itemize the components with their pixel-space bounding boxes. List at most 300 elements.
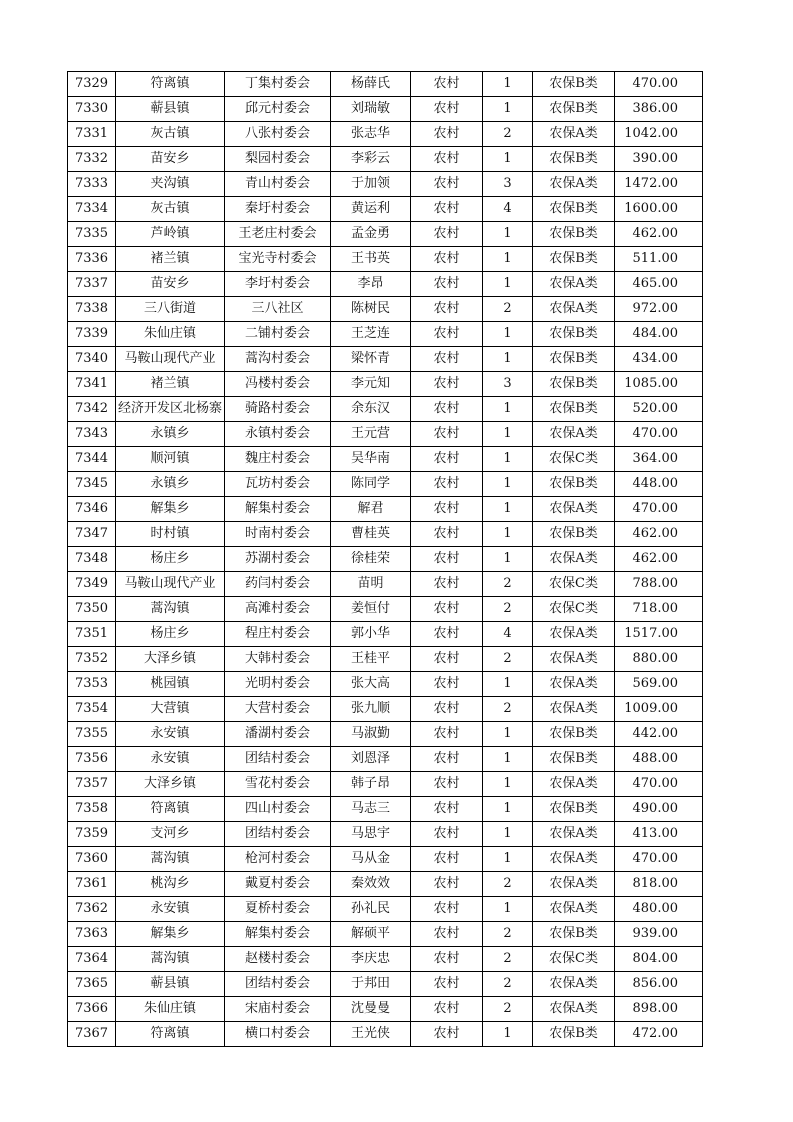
- amount-cell: 1517.00: [615, 622, 703, 647]
- row-number-cell: 7363: [68, 922, 116, 947]
- household-count-cell: 1: [483, 147, 533, 172]
- table-body: [68, 72, 703, 1047]
- household-count-cell: 1: [483, 672, 533, 697]
- household-count-cell: 1: [483, 522, 533, 547]
- insurance-category-cell: 农保A类: [533, 872, 615, 897]
- person-name-cell: 秦效效: [331, 872, 411, 897]
- row-number-cell: 7365: [68, 972, 116, 997]
- village-committee-cell: 宝光寺村委会: [225, 247, 331, 272]
- area-type-cell: 农村: [411, 822, 483, 847]
- person-name-cell: 马志三: [331, 797, 411, 822]
- village-committee-cell: 青山村委会: [225, 172, 331, 197]
- row-number-cell: 7333: [68, 172, 116, 197]
- township-cell: 蕲县镇: [116, 972, 225, 997]
- person-name-cell: 杨薛氏: [331, 72, 411, 97]
- village-committee-cell: 大营村委会: [225, 697, 331, 722]
- area-type-cell: 农村: [411, 372, 483, 397]
- township-cell: 蒿沟镇: [116, 947, 225, 972]
- village-committee-cell: 横口村委会: [225, 1022, 331, 1047]
- household-count-cell: 2: [483, 872, 533, 897]
- household-count-cell: 1: [483, 772, 533, 797]
- table-row: [68, 722, 703, 747]
- township-cell: 灰古镇: [116, 197, 225, 222]
- area-type-cell: 农村: [411, 97, 483, 122]
- township-cell: 朱仙庄镇: [116, 322, 225, 347]
- person-name-cell: 李元知: [331, 372, 411, 397]
- household-count-cell: 1: [483, 897, 533, 922]
- table-row: [68, 322, 703, 347]
- insurance-category-cell: 农保A类: [533, 547, 615, 572]
- village-committee-cell: 赵楼村委会: [225, 947, 331, 972]
- township-cell: 解集乡: [116, 497, 225, 522]
- row-number-cell: 7351: [68, 622, 116, 647]
- amount-cell: 470.00: [615, 422, 703, 447]
- table-row: [68, 547, 703, 572]
- amount-cell: 472.00: [615, 1022, 703, 1047]
- township-cell: 芦岭镇: [116, 222, 225, 247]
- row-number-cell: 7344: [68, 447, 116, 472]
- row-number-cell: 7356: [68, 747, 116, 772]
- person-name-cell: 陈同学: [331, 472, 411, 497]
- area-type-cell: 农村: [411, 922, 483, 947]
- row-number-cell: 7341: [68, 372, 116, 397]
- amount-cell: 484.00: [615, 322, 703, 347]
- household-count-cell: 2: [483, 297, 533, 322]
- row-number-cell: 7347: [68, 522, 116, 547]
- table-row: [68, 422, 703, 447]
- person-name-cell: 李昂: [331, 272, 411, 297]
- insurance-category-cell: 农保A类: [533, 772, 615, 797]
- village-committee-cell: 高滩村委会: [225, 597, 331, 622]
- amount-cell: 1600.00: [615, 197, 703, 222]
- insurance-category-cell: 农保A类: [533, 897, 615, 922]
- township-cell: 时村镇: [116, 522, 225, 547]
- person-name-cell: 马从金: [331, 847, 411, 872]
- township-cell: 顺河镇: [116, 447, 225, 472]
- person-name-cell: 解硕平: [331, 922, 411, 947]
- insurance-category-cell: 农保B类: [533, 797, 615, 822]
- row-number-cell: 7342: [68, 397, 116, 422]
- person-name-cell: 于邦田: [331, 972, 411, 997]
- household-count-cell: 1: [483, 497, 533, 522]
- insurance-category-cell: 农保B类: [533, 922, 615, 947]
- township-cell: 大泽乡镇: [116, 772, 225, 797]
- insurance-category-cell: 农保B类: [533, 347, 615, 372]
- township-cell: 马鞍山现代产业: [116, 572, 225, 597]
- household-count-cell: 1: [483, 547, 533, 572]
- household-count-cell: 1: [483, 722, 533, 747]
- row-number-cell: 7352: [68, 647, 116, 672]
- village-committee-cell: 梨园村委会: [225, 147, 331, 172]
- insurance-category-cell: 农保A类: [533, 497, 615, 522]
- amount-cell: 490.00: [615, 797, 703, 822]
- household-count-cell: 1: [483, 447, 533, 472]
- amount-cell: 1472.00: [615, 172, 703, 197]
- amount-cell: 364.00: [615, 447, 703, 472]
- household-count-cell: 2: [483, 697, 533, 722]
- person-name-cell: 王光侠: [331, 1022, 411, 1047]
- area-type-cell: 农村: [411, 72, 483, 97]
- village-committee-cell: 枪河村委会: [225, 847, 331, 872]
- person-name-cell: 李彩云: [331, 147, 411, 172]
- insurance-category-cell: 农保A类: [533, 997, 615, 1022]
- village-committee-cell: 戴夏村委会: [225, 872, 331, 897]
- area-type-cell: 农村: [411, 897, 483, 922]
- table-row: [68, 497, 703, 522]
- township-cell: 三八街道: [116, 297, 225, 322]
- allowance-table: [67, 71, 703, 1047]
- area-type-cell: 农村: [411, 972, 483, 997]
- table-row: [68, 247, 703, 272]
- amount-cell: 1009.00: [615, 697, 703, 722]
- household-count-cell: 1: [483, 422, 533, 447]
- area-type-cell: 农村: [411, 147, 483, 172]
- area-type-cell: 农村: [411, 397, 483, 422]
- row-number-cell: 7348: [68, 547, 116, 572]
- person-name-cell: 韩子昂: [331, 772, 411, 797]
- insurance-category-cell: 农保A类: [533, 647, 615, 672]
- township-cell: 永镇乡: [116, 472, 225, 497]
- township-cell: 褚兰镇: [116, 247, 225, 272]
- township-cell: 支河乡: [116, 822, 225, 847]
- row-number-cell: 7354: [68, 697, 116, 722]
- person-name-cell: 马淑勤: [331, 722, 411, 747]
- area-type-cell: 农村: [411, 872, 483, 897]
- area-type-cell: 农村: [411, 447, 483, 472]
- township-cell: 桃园镇: [116, 672, 225, 697]
- township-cell: 苗安乡: [116, 147, 225, 172]
- insurance-category-cell: 农保C类: [533, 447, 615, 472]
- village-committee-cell: 雪花村委会: [225, 772, 331, 797]
- village-committee-cell: 药闫村委会: [225, 572, 331, 597]
- amount-cell: 898.00: [615, 997, 703, 1022]
- amount-cell: 470.00: [615, 497, 703, 522]
- household-count-cell: 1: [483, 847, 533, 872]
- table-row: [68, 447, 703, 472]
- township-cell: 大营镇: [116, 697, 225, 722]
- amount-cell: 465.00: [615, 272, 703, 297]
- person-name-cell: 张九顺: [331, 697, 411, 722]
- table-row: [68, 122, 703, 147]
- township-cell: 朱仙庄镇: [116, 997, 225, 1022]
- insurance-category-cell: 农保B类: [533, 722, 615, 747]
- area-type-cell: 农村: [411, 122, 483, 147]
- household-count-cell: 2: [483, 122, 533, 147]
- insurance-category-cell: 农保B类: [533, 247, 615, 272]
- township-cell: 符离镇: [116, 797, 225, 822]
- person-name-cell: 沈曼曼: [331, 997, 411, 1022]
- person-name-cell: 王芝连: [331, 322, 411, 347]
- township-cell: 褚兰镇: [116, 372, 225, 397]
- person-name-cell: 刘瑞敏: [331, 97, 411, 122]
- village-committee-cell: 八张村委会: [225, 122, 331, 147]
- row-number-cell: 7331: [68, 122, 116, 147]
- township-cell: 解集乡: [116, 922, 225, 947]
- township-cell: 杨庄乡: [116, 547, 225, 572]
- village-committee-cell: 永镇村委会: [225, 422, 331, 447]
- insurance-category-cell: 农保B类: [533, 147, 615, 172]
- village-committee-cell: 蒿沟村委会: [225, 347, 331, 372]
- insurance-category-cell: 农保C类: [533, 947, 615, 972]
- village-committee-cell: 骑路村委会: [225, 397, 331, 422]
- township-cell: 永安镇: [116, 747, 225, 772]
- amount-cell: 488.00: [615, 747, 703, 772]
- village-committee-cell: 解集村委会: [225, 497, 331, 522]
- amount-cell: 718.00: [615, 597, 703, 622]
- table-row: [68, 522, 703, 547]
- table-row: [68, 772, 703, 797]
- row-number-cell: 7343: [68, 422, 116, 447]
- row-number-cell: 7340: [68, 347, 116, 372]
- person-name-cell: 徐桂荣: [331, 547, 411, 572]
- row-number-cell: 7345: [68, 472, 116, 497]
- area-type-cell: 农村: [411, 722, 483, 747]
- amount-cell: 442.00: [615, 722, 703, 747]
- row-number-cell: 7358: [68, 797, 116, 822]
- amount-cell: 434.00: [615, 347, 703, 372]
- township-cell: 永安镇: [116, 722, 225, 747]
- row-number-cell: 7361: [68, 872, 116, 897]
- amount-cell: 470.00: [615, 72, 703, 97]
- area-type-cell: 农村: [411, 997, 483, 1022]
- person-name-cell: 苗明: [331, 572, 411, 597]
- amount-cell: 462.00: [615, 522, 703, 547]
- person-name-cell: 马思宇: [331, 822, 411, 847]
- amount-cell: 939.00: [615, 922, 703, 947]
- township-cell: 永镇乡: [116, 422, 225, 447]
- table-row: [68, 847, 703, 872]
- table-row: [68, 147, 703, 172]
- village-committee-cell: 团结村委会: [225, 972, 331, 997]
- amount-cell: 470.00: [615, 847, 703, 872]
- area-type-cell: 农村: [411, 197, 483, 222]
- table-row: [68, 297, 703, 322]
- area-type-cell: 农村: [411, 647, 483, 672]
- village-committee-cell: 团结村委会: [225, 822, 331, 847]
- household-count-cell: 1: [483, 472, 533, 497]
- household-count-cell: 1: [483, 222, 533, 247]
- township-cell: 夹沟镇: [116, 172, 225, 197]
- area-type-cell: 农村: [411, 697, 483, 722]
- insurance-category-cell: 农保B类: [533, 397, 615, 422]
- insurance-category-cell: 农保B类: [533, 1022, 615, 1047]
- area-type-cell: 农村: [411, 247, 483, 272]
- area-type-cell: 农村: [411, 672, 483, 697]
- area-type-cell: 农村: [411, 347, 483, 372]
- village-committee-cell: 四山村委会: [225, 797, 331, 822]
- row-number-cell: 7337: [68, 272, 116, 297]
- village-committee-cell: 王老庄村委会: [225, 222, 331, 247]
- household-count-cell: 2: [483, 997, 533, 1022]
- person-name-cell: 李庆忠: [331, 947, 411, 972]
- household-count-cell: 3: [483, 372, 533, 397]
- amount-cell: 413.00: [615, 822, 703, 847]
- insurance-category-cell: 农保A类: [533, 272, 615, 297]
- township-cell: 蒿沟镇: [116, 847, 225, 872]
- person-name-cell: 王元营: [331, 422, 411, 447]
- amount-cell: 856.00: [615, 972, 703, 997]
- area-type-cell: 农村: [411, 297, 483, 322]
- village-committee-cell: 瓦坊村委会: [225, 472, 331, 497]
- township-cell: 苗安乡: [116, 272, 225, 297]
- row-number-cell: 7335: [68, 222, 116, 247]
- row-number-cell: 7336: [68, 247, 116, 272]
- household-count-cell: 3: [483, 172, 533, 197]
- insurance-category-cell: 农保A类: [533, 972, 615, 997]
- table-row: [68, 972, 703, 997]
- township-cell: 永安镇: [116, 897, 225, 922]
- table-row: [68, 397, 703, 422]
- row-number-cell: 7367: [68, 1022, 116, 1047]
- village-committee-cell: 苏湖村委会: [225, 547, 331, 572]
- area-type-cell: 农村: [411, 847, 483, 872]
- area-type-cell: 农村: [411, 1022, 483, 1047]
- township-cell: 马鞍山现代产业: [116, 347, 225, 372]
- table-row: [68, 697, 703, 722]
- table-row: [68, 597, 703, 622]
- table-row: [68, 347, 703, 372]
- person-name-cell: 陈树民: [331, 297, 411, 322]
- area-type-cell: 农村: [411, 597, 483, 622]
- person-name-cell: 吴华南: [331, 447, 411, 472]
- township-cell: 灰古镇: [116, 122, 225, 147]
- table-row: [68, 472, 703, 497]
- insurance-category-cell: 农保C类: [533, 572, 615, 597]
- person-name-cell: 梁怀青: [331, 347, 411, 372]
- table-row: [68, 97, 703, 122]
- row-number-cell: 7366: [68, 997, 116, 1022]
- table-row: [68, 822, 703, 847]
- insurance-category-cell: 农保B类: [533, 472, 615, 497]
- table-row: [68, 747, 703, 772]
- row-number-cell: 7355: [68, 722, 116, 747]
- person-name-cell: 孙礼民: [331, 897, 411, 922]
- table-row: [68, 572, 703, 597]
- person-name-cell: 解君: [331, 497, 411, 522]
- village-committee-cell: 三八社区: [225, 297, 331, 322]
- area-type-cell: 农村: [411, 772, 483, 797]
- row-number-cell: 7362: [68, 897, 116, 922]
- household-count-cell: 2: [483, 572, 533, 597]
- row-number-cell: 7364: [68, 947, 116, 972]
- household-count-cell: 1: [483, 72, 533, 97]
- table-row: [68, 222, 703, 247]
- household-count-cell: 1: [483, 97, 533, 122]
- amount-cell: 390.00: [615, 147, 703, 172]
- person-name-cell: 姜恒付: [331, 597, 411, 622]
- household-count-cell: 1: [483, 347, 533, 372]
- area-type-cell: 农村: [411, 797, 483, 822]
- person-name-cell: 张大高: [331, 672, 411, 697]
- amount-cell: 804.00: [615, 947, 703, 972]
- amount-cell: 470.00: [615, 772, 703, 797]
- insurance-category-cell: 农保B类: [533, 97, 615, 122]
- area-type-cell: 农村: [411, 947, 483, 972]
- village-committee-cell: 大韩村委会: [225, 647, 331, 672]
- row-number-cell: 7350: [68, 597, 116, 622]
- household-count-cell: 2: [483, 947, 533, 972]
- amount-cell: 569.00: [615, 672, 703, 697]
- person-name-cell: 黄运利: [331, 197, 411, 222]
- insurance-category-cell: 农保A类: [533, 122, 615, 147]
- person-name-cell: 郭小华: [331, 622, 411, 647]
- township-cell: 蕲县镇: [116, 97, 225, 122]
- row-number-cell: 7349: [68, 572, 116, 597]
- table-row: [68, 797, 703, 822]
- person-name-cell: 王桂平: [331, 647, 411, 672]
- table-row: [68, 197, 703, 222]
- insurance-category-cell: 农保B类: [533, 322, 615, 347]
- village-committee-cell: 秦圩村委会: [225, 197, 331, 222]
- table-row: [68, 1022, 703, 1047]
- insurance-category-cell: 农保A类: [533, 847, 615, 872]
- village-committee-cell: 魏庄村委会: [225, 447, 331, 472]
- township-cell: 经济开发区北杨寨: [116, 397, 225, 422]
- row-number-cell: 7360: [68, 847, 116, 872]
- amount-cell: 480.00: [615, 897, 703, 922]
- township-cell: 杨庄乡: [116, 622, 225, 647]
- village-committee-cell: 团结村委会: [225, 747, 331, 772]
- person-name-cell: 曹桂英: [331, 522, 411, 547]
- amount-cell: 788.00: [615, 572, 703, 597]
- row-number-cell: 7359: [68, 822, 116, 847]
- village-committee-cell: 邱元村委会: [225, 97, 331, 122]
- household-count-cell: 2: [483, 972, 533, 997]
- household-count-cell: 4: [483, 197, 533, 222]
- table-row: [68, 922, 703, 947]
- amount-cell: 511.00: [615, 247, 703, 272]
- amount-cell: 462.00: [615, 547, 703, 572]
- row-number-cell: 7339: [68, 322, 116, 347]
- area-type-cell: 农村: [411, 622, 483, 647]
- area-type-cell: 农村: [411, 222, 483, 247]
- household-count-cell: 1: [483, 797, 533, 822]
- household-count-cell: 2: [483, 647, 533, 672]
- area-type-cell: 农村: [411, 322, 483, 347]
- amount-cell: 972.00: [615, 297, 703, 322]
- person-name-cell: 孟金勇: [331, 222, 411, 247]
- table-row: [68, 672, 703, 697]
- household-count-cell: 1: [483, 747, 533, 772]
- table-row: [68, 897, 703, 922]
- amount-cell: 1085.00: [615, 372, 703, 397]
- insurance-category-cell: 农保A类: [533, 697, 615, 722]
- table-row: [68, 997, 703, 1022]
- row-number-cell: 7338: [68, 297, 116, 322]
- household-count-cell: 2: [483, 597, 533, 622]
- table-row: [68, 647, 703, 672]
- area-type-cell: 农村: [411, 547, 483, 572]
- village-committee-cell: 潘湖村委会: [225, 722, 331, 747]
- area-type-cell: 农村: [411, 522, 483, 547]
- area-type-cell: 农村: [411, 747, 483, 772]
- amount-cell: 520.00: [615, 397, 703, 422]
- area-type-cell: 农村: [411, 272, 483, 297]
- village-committee-cell: 李圩村委会: [225, 272, 331, 297]
- insurance-category-cell: 农保A类: [533, 822, 615, 847]
- village-committee-cell: 丁集村委会: [225, 72, 331, 97]
- amount-cell: 818.00: [615, 872, 703, 897]
- household-count-cell: 1: [483, 247, 533, 272]
- household-count-cell: 4: [483, 622, 533, 647]
- insurance-category-cell: 农保B类: [533, 372, 615, 397]
- insurance-category-cell: 农保B类: [533, 522, 615, 547]
- row-number-cell: 7332: [68, 147, 116, 172]
- table-row: [68, 872, 703, 897]
- area-type-cell: 农村: [411, 497, 483, 522]
- table-row: [68, 272, 703, 297]
- row-number-cell: 7357: [68, 772, 116, 797]
